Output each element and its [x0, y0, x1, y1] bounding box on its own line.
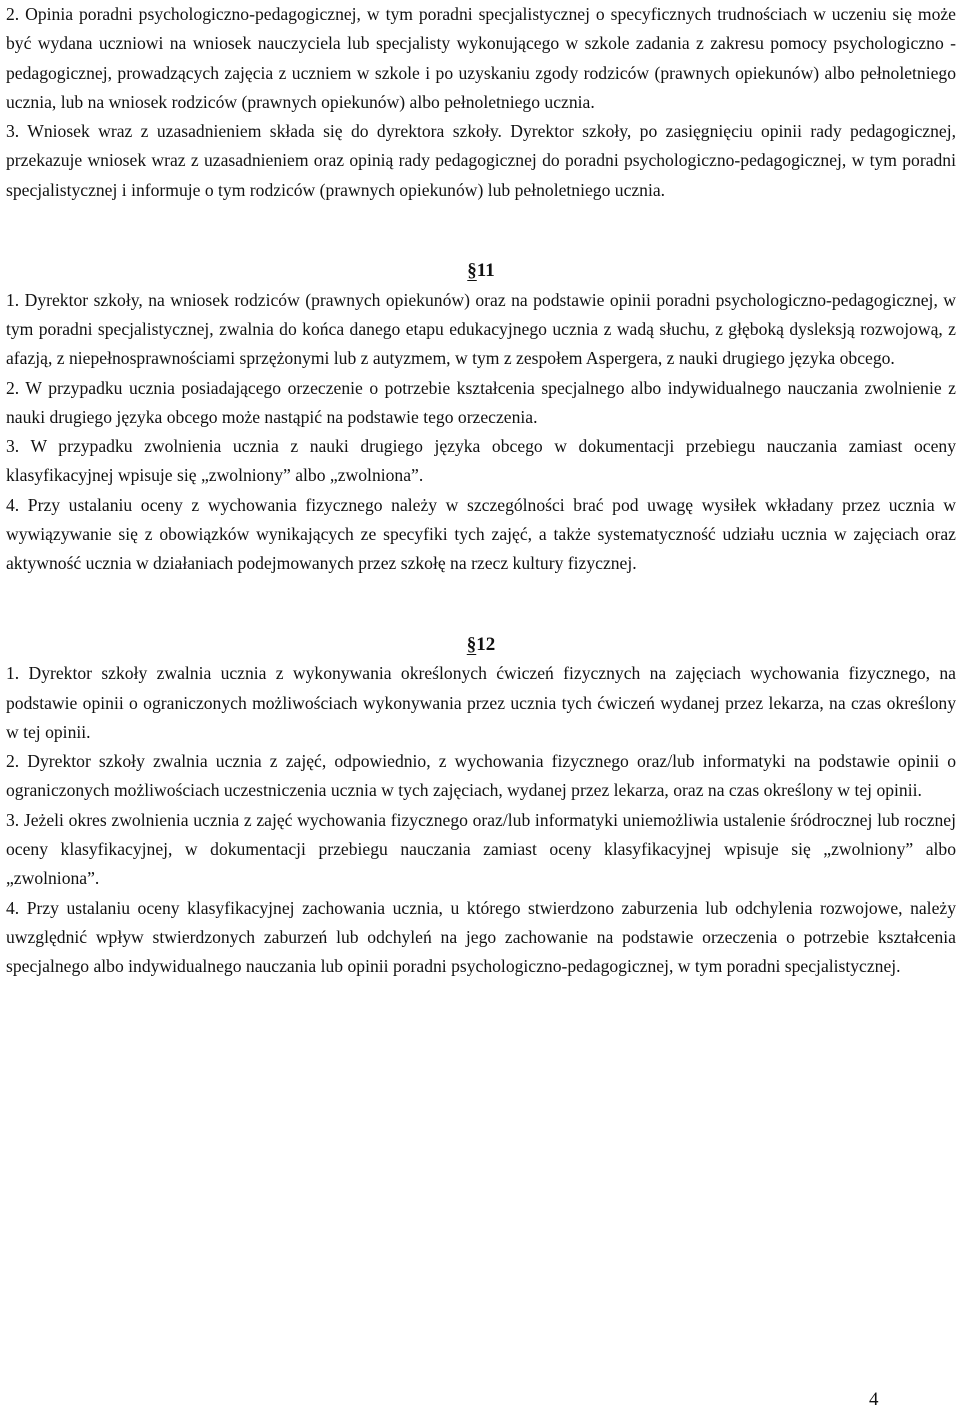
paragraph-top-3: 3. Wniosek wraz z uzasadnieniem składa się do dyrektora szkoły. Dyrektor szkoły, po zasięgnięciu opinii rady pedagogicznej, przekazuje wniosek wraz z uzasadnieniem oraz opinią rady pedagogicznej do poradni psychologiczno-pedagogicznej, w tym poradni specjalistycznej i informuje o tym rodziców (prawnych opiekunów) lub pełnoletniego ucznia. — [6, 121, 956, 200]
blank-line — [6, 205, 956, 234]
paragraph-12-4: 4. Przy ustalaniu oceny klasyfikacyjnej zachowania ucznia, u którego stwierdzono zaburzenia lub odchylenia rozwojowe, należy uwzględnić wpływ stwierdzonych zaburzeń lub odchyleń na jego zachowanie na podstawie orzeczenia o potrzebie kształcenia specjalnego albo indywidualnego nauczania lub opinii poradni psychologiczno-pedagogicznej, w tym poradni specjalistycznej. — [6, 897, 956, 977]
section-symbol: § — [466, 633, 477, 655]
paragraph-11-1: 1. Dyrektor szkoły, na wniosek rodziców (prawnych opiekunów) oraz na podstawie opinii poradni psychologiczno-pedagogicznej, w tym poradni specjalistycznej, zwalnia do końca danego etapu edukacyjnego ucznia z wadą słuchu, z głęboką dysleksją rozwojową, z afazją, z niepełnosprawnościami sprzężonymi lub z autyzmem, w tym z zespołem Aspergera, z nauki drugiego języka obcego. — [6, 289, 956, 369]
paragraph-11-4: 4. Przy ustalaniu oceny z wychowania fizycznego należy w szczególności brać pod uwagę wysiłek wkładany przez ucznia w wywiązywanie się z obowiązków wynikających ze specyfiki tych zajęć, a także systematyczność udziału ucznia w zajęciach oraz aktywność ucznia w działaniach podejmowanych przez szkołę na rzecz kultury fizycznej. — [6, 494, 956, 574]
paragraph-top-2: 2. Opinia poradni psychologiczno-pedagogicznej, w tym poradni specjalistycznej o specyficznych trudnościach w uczeniu się może być wydana uczniowi na wniosek nauczyciela lub specjalisty wykonującego w szkole zadania z zakresu pomocy psychologiczno -pedagogicznej, prowadzących zajęcia z uczniem w szkole i po uzyskaniu zgody rodziców (prawnych opiekunów) albo pełnoletniego ucznia, lub na wniosek rodziców (prawnych opiekunów) albo pełnoletniego ucznia. — [6, 4, 956, 112]
paragraph-12-1: 1. Dyrektor szkoły zwalnia ucznia z wykonywania określonych ćwiczeń fizycznych na zajęciach wychowania fizycznego, na podstawie opinii o ograniczonych możliwościach wykonywania przez ucznia tych ćwiczeń wydanej przez lekarza, na czas określony w tej opinii. — [6, 663, 956, 742]
section-number: 11 — [476, 260, 495, 282]
section-number: 12 — [476, 633, 496, 655]
section-11-heading — [6, 234, 956, 285]
paragraph-11-2: 2. W przypadku ucznia posiadającego orzeczenie o potrzebie kształcenia specjalnego albo indywidualnego nauczania zwolnienie z nauki drugiego języka obcego może nastąpić na podstawie tego orzeczenia. — [6, 377, 956, 427]
paragraph-11-3: 3. W przypadku zwolnienia ucznia z nauki drugiego języka obcego w dokumentacji przebiegu nauczania zamiast oceny klasyfikacyjnej wpisuje się „zwolniony” albo „zwolniona”. — [6, 436, 956, 486]
paragraph-12-3: 3. Jeżeli okres zwolnienia ucznia z zajęć wychowania fizycznego oraz/lub informatyki uniemożliwia ustalenie śródrocznej lub rocznej oceny klasyfikacyjnej, w dokumentacji przebiegu nauczania zamiast oceny klasyfikacyjnej wpisuje się „zwolniony” albo „zwolniona”. — [6, 809, 956, 889]
document-page — [6, 0, 956, 982]
blank-line — [6, 579, 956, 608]
paragraph-12-2: 2. Dyrektor szkoły zwalnia ucznia z zajęć, odpowiednio, z wychowania fizycznego oraz/lub informatyki na podstawie opinii o ograniczonych możliwościach uczestniczenia ucznia w tych zajęciach, wydanej przez lekarza, oraz na czas określony w tej opinii. — [6, 751, 956, 801]
section-symbol: § — [467, 260, 477, 282]
page-number: 4 — [869, 1389, 879, 1410]
section-12-heading — [6, 608, 956, 659]
